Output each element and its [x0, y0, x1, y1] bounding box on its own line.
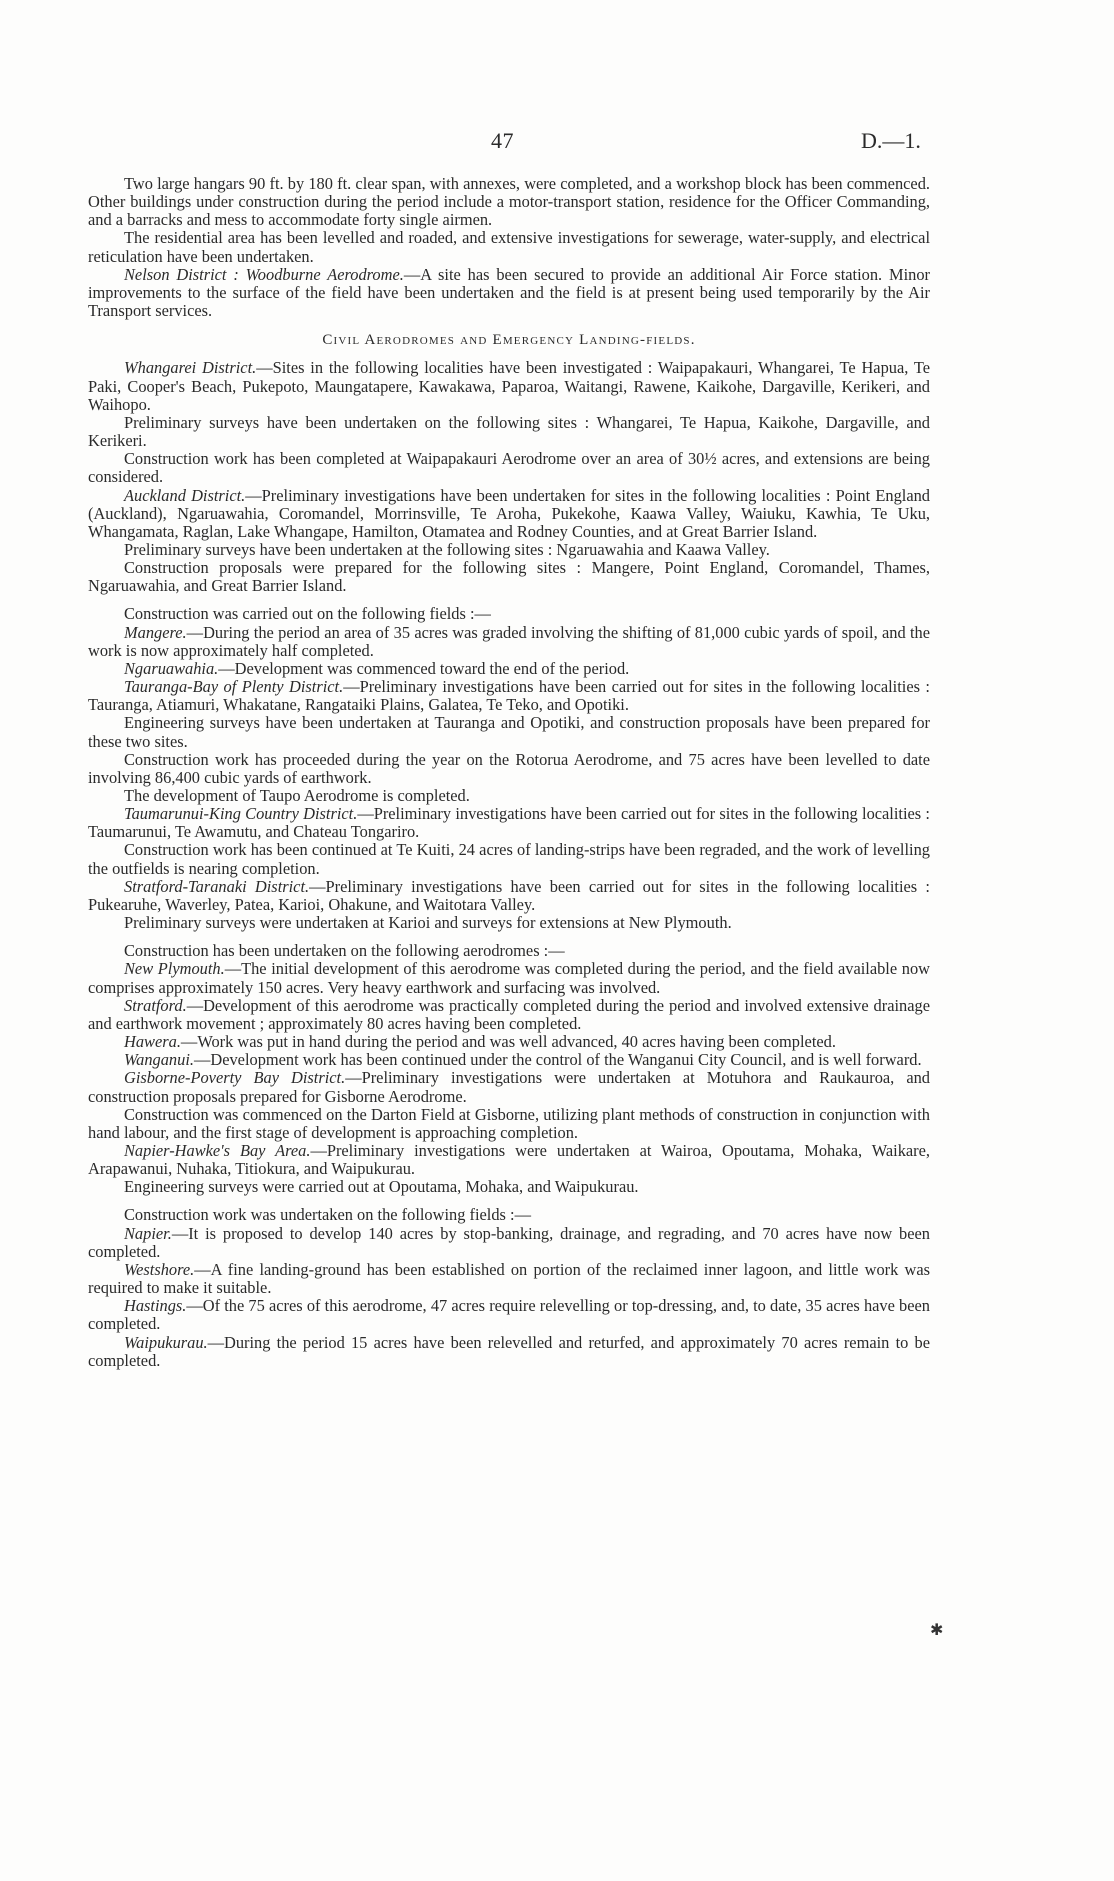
paragraph: [88, 1178, 930, 1196]
paragraph-text: —Development work has been continued under the control of the Wanganui City Council, and is well forward.: [193, 1050, 922, 1070]
paragraph-text: —Of the 75 acres of this aerodrome, 47 acres require relevelling or top-dressing, and, to date, 35 acres have been completed.: [88, 1296, 930, 1334]
paragraph: [88, 942, 930, 960]
paragraph: [88, 678, 930, 714]
paragraph-text: —Development of this aerodrome was practically completed during the period and involved extensive drainage and earthwork movement ; approximately 80 acres having been completed.: [88, 995, 930, 1033]
paragraph-text: —Sites in the following localities have been investigated : Waipapakauri, Whangarei, Te Hapua, Te Paki, Cooper's Beach, Pukepoto, Maungatapere, Kawakawa, Paparoa, Waitangi, Rawene, Kaikohe, Dargaville, Kerikeri, and Waihopo.: [88, 358, 930, 414]
paragraph-lead: Whangarei District.: [124, 358, 257, 378]
paragraph-lead: Nelson District : Woodburne Aerodrome.: [124, 264, 404, 284]
paragraph-group-whangarei-auckland: [88, 359, 930, 595]
paragraph-text: —Preliminary investigations have been carried out for sites in the following localities : Pukearuhe, Waverley, Patea, Karioi, Ohakune, and Waitotara Valley.: [88, 876, 930, 914]
paragraph: [88, 787, 930, 805]
paragraph-lead: Stratford-Taranaki District.: [124, 876, 310, 896]
paragraph-text: Two large hangars 90 ft. by 180 ft. clear span, with annexes, were completed, and a workshop block has been commenced. Other buildings under construction during the period include a motor-transport station, residence for the Officer Commanding, and a barracks and mess to accommodate forty single airmen.: [88, 174, 930, 230]
paragraph-text: Preliminary surveys have been undertaken on the following sites : Whangarei, Te Hapua, Kaikohe, Dargaville, and Kerikeri.: [88, 412, 930, 451]
paragraph: [88, 805, 930, 841]
paragraph-text: —During the period 15 acres have been relevelled and returfed, and approximately 70 acres remain to be completed.: [88, 1332, 930, 1370]
margin-mark: ✱: [930, 1622, 944, 1639]
paragraph: [88, 1033, 930, 1051]
paragraph: [88, 841, 930, 877]
paragraph-group-construction-fields: [88, 605, 930, 932]
paragraph-lead: Stratford.: [124, 995, 187, 1015]
paragraph-text: —Preliminary investigations have been carried out for sites in the following localities : Taumarunui, Te Awamutu, and Chateau Tongariro.: [88, 804, 930, 842]
paragraph-lead: Napier-Hawke's Bay Area.: [124, 1140, 311, 1160]
paragraph: [88, 997, 930, 1033]
paragraph-text: Construction work was undertaken on the following fields :—: [124, 1205, 531, 1225]
page-number: 47: [491, 128, 514, 153]
paragraph: [88, 175, 930, 229]
paragraph-lead: Waipukurau.: [124, 1332, 208, 1352]
paragraph-lead: Wanganui.: [124, 1050, 194, 1070]
paragraph-text: —Preliminary investigations were undertaken at Motuhora and Raukauroa, and construction proposals prepared for Gisborne Aerodrome.: [88, 1068, 930, 1106]
paragraph-lead: Gisborne-Poverty Bay District.: [124, 1068, 346, 1088]
paragraph: [88, 914, 930, 932]
paragraph-lead: Ngaruawahia.: [124, 658, 219, 678]
paragraph-text: —Development was commenced toward the end of the period.: [218, 658, 630, 678]
paragraph: [88, 1106, 930, 1142]
paragraph-text: Engineering surveys have been undertaken at Tauranga and Opotiki, and construction proposals have been prepared for these two sites.: [88, 713, 930, 751]
paragraph-text: —Work was put in hand during the period and was well advanced, 40 acres having been completed.: [180, 1032, 836, 1052]
paragraph-group-top: [88, 175, 930, 320]
paragraph-text: —Preliminary investigations have been undertaken for sites in the following localities : Point England (Auckland), Ngaruawahia, Coromandel, Morrinsville, Te Aroha, Pukekohe, Kaawa Valley, Waiuku, Kawhia, Te Uku, Whangamata, Raglan, Lake Whangape, Hamilton, Otamatea and Rodney Counties, and at Great Barrier Island.: [88, 485, 930, 541]
paragraph-lead: Mangere.: [124, 622, 187, 642]
paragraph: [88, 1334, 930, 1370]
paragraph-text: The residential area has been levelled and roaded, and extensive investigations for sewerage, water-supply, and electrical reticulation have been undertaken.: [88, 228, 930, 266]
paragraph: [88, 1206, 930, 1224]
paragraph: [88, 1297, 930, 1333]
paragraph: [88, 1225, 930, 1261]
paragraph-text: Construction work has proceeded during the year on the Rotorua Aerodrome, and 75 acres have been levelled to date involving 86,400 cubic yards of earthwork.: [88, 749, 930, 787]
paragraph: [88, 266, 930, 320]
document-reference: D.—1.: [861, 128, 921, 153]
paragraph-lead: New Plymouth.: [124, 959, 225, 979]
paragraph-text: —During the period an area of 35 acres was graded involving the shifting of 81,000 cubic yards of spoil, and the work is now approximately half completed.: [88, 622, 930, 660]
paragraph-lead: Westshore.: [124, 1259, 195, 1279]
paragraph-text: Construction work has been completed at Waipapakauri Aerodrome over an area of 30½ acres, and extensions are being considered.: [88, 449, 930, 487]
paragraph-text: —A fine landing-ground has been established on portion of the reclaimed inner lagoon, and little work was required to make it suitable.: [88, 1259, 930, 1298]
paragraph: [88, 414, 930, 450]
paragraph-text: —Preliminary investigations were undertaken at Wairoa, Opoutama, Mohaka, Waikare, Arapawanui, Nuhaka, Titiokura, and Waipukurau.: [88, 1140, 930, 1179]
body-text: [88, 175, 930, 1370]
paragraph: [88, 878, 930, 914]
paragraph: [88, 624, 930, 660]
paragraph: [88, 1069, 930, 1105]
paragraph: [88, 541, 930, 559]
paragraph: [88, 660, 930, 678]
paragraph-lead: Napier.: [124, 1223, 172, 1243]
paragraph: [88, 450, 930, 486]
paragraph-lead: Hawera.: [124, 1032, 181, 1052]
paragraph: [88, 751, 930, 787]
paragraph-text: Engineering surveys were carried out at Opoutama, Mohaka, and Waipukurau.: [124, 1177, 639, 1197]
paragraph: [88, 960, 930, 996]
paragraph-text: Preliminary surveys have been undertaken at the following sites : Ngaruawahia and Kaawa Valley.: [124, 539, 770, 559]
paragraph-text: Construction was commenced on the Darton Field at Gisborne, utilizing plant methods of construction in conjunction with hand labour, and the first stage of development is approaching completion.: [88, 1104, 930, 1142]
paragraph: [88, 1261, 930, 1297]
paragraph: [88, 714, 930, 750]
paragraph: [88, 605, 930, 623]
paragraph-text: —Preliminary investigations have been carried out for sites in the following localities : Tauranga, Atiamuri, Whakatane, Rangataiki Plains, Galatea, Te Teko, and Opotiki.: [88, 677, 930, 715]
paragraph-text: —The initial development of this aerodrome was completed during the period, and the field available now comprises approximately 150 acres. Very heavy earthwork and surfacing was involved.: [88, 959, 930, 997]
paragraph-text: The development of Taupo Aerodrome is completed.: [124, 786, 470, 805]
paragraph-lead: Hastings.: [124, 1296, 187, 1316]
paragraph: [88, 487, 930, 541]
paragraph-lead: Taumarunui-King Country District.: [124, 804, 358, 824]
paragraph: [88, 1142, 930, 1178]
paragraph-text: —A site has been secured to provide an additional Air Force station. Minor improvements to the surface of the field have been undertaken and the field is at present being used temporarily by the Air Transport services.: [88, 264, 930, 321]
paragraph: [88, 229, 930, 265]
paragraph: [88, 559, 930, 595]
paragraph-text: Construction proposals were prepared for the following sites : Mangere, Point England, Coromandel, Thames, Ngaruawahia, and Great Barrier Island.: [88, 558, 930, 596]
paragraph-text: Preliminary surveys were undertaken at Karioi and surveys for extensions at New Plymouth.: [124, 913, 732, 933]
paragraph-lead: Tauranga-Bay of Plenty District.: [124, 677, 344, 697]
paragraph-group-hawkes-bay-fields: [88, 1206, 930, 1369]
paragraph-group-aerodromes: [88, 942, 930, 1196]
section-heading: Civil Aerodromes and Emergency Landing-fields.: [322, 332, 696, 349]
paragraph-text: Construction was carried out on the following fields :—: [124, 604, 491, 624]
paragraph-text: —It is proposed to develop 140 acres by stop-banking, drainage, and regrading, and 70 acres have now been completed.: [88, 1223, 930, 1261]
page-header: [0, 128, 1114, 158]
paragraph-lead: Auckland District.: [124, 485, 246, 505]
paragraph: [88, 1051, 930, 1069]
paragraph-text: Construction has been undertaken on the following aerodromes :—: [124, 941, 565, 961]
paragraph-text: Construction work has been continued at Te Kuiti, 24 acres of landing-strips have been regraded, and the work of levelling the outfields is nearing completion.: [88, 840, 930, 878]
paragraph: [88, 359, 930, 413]
